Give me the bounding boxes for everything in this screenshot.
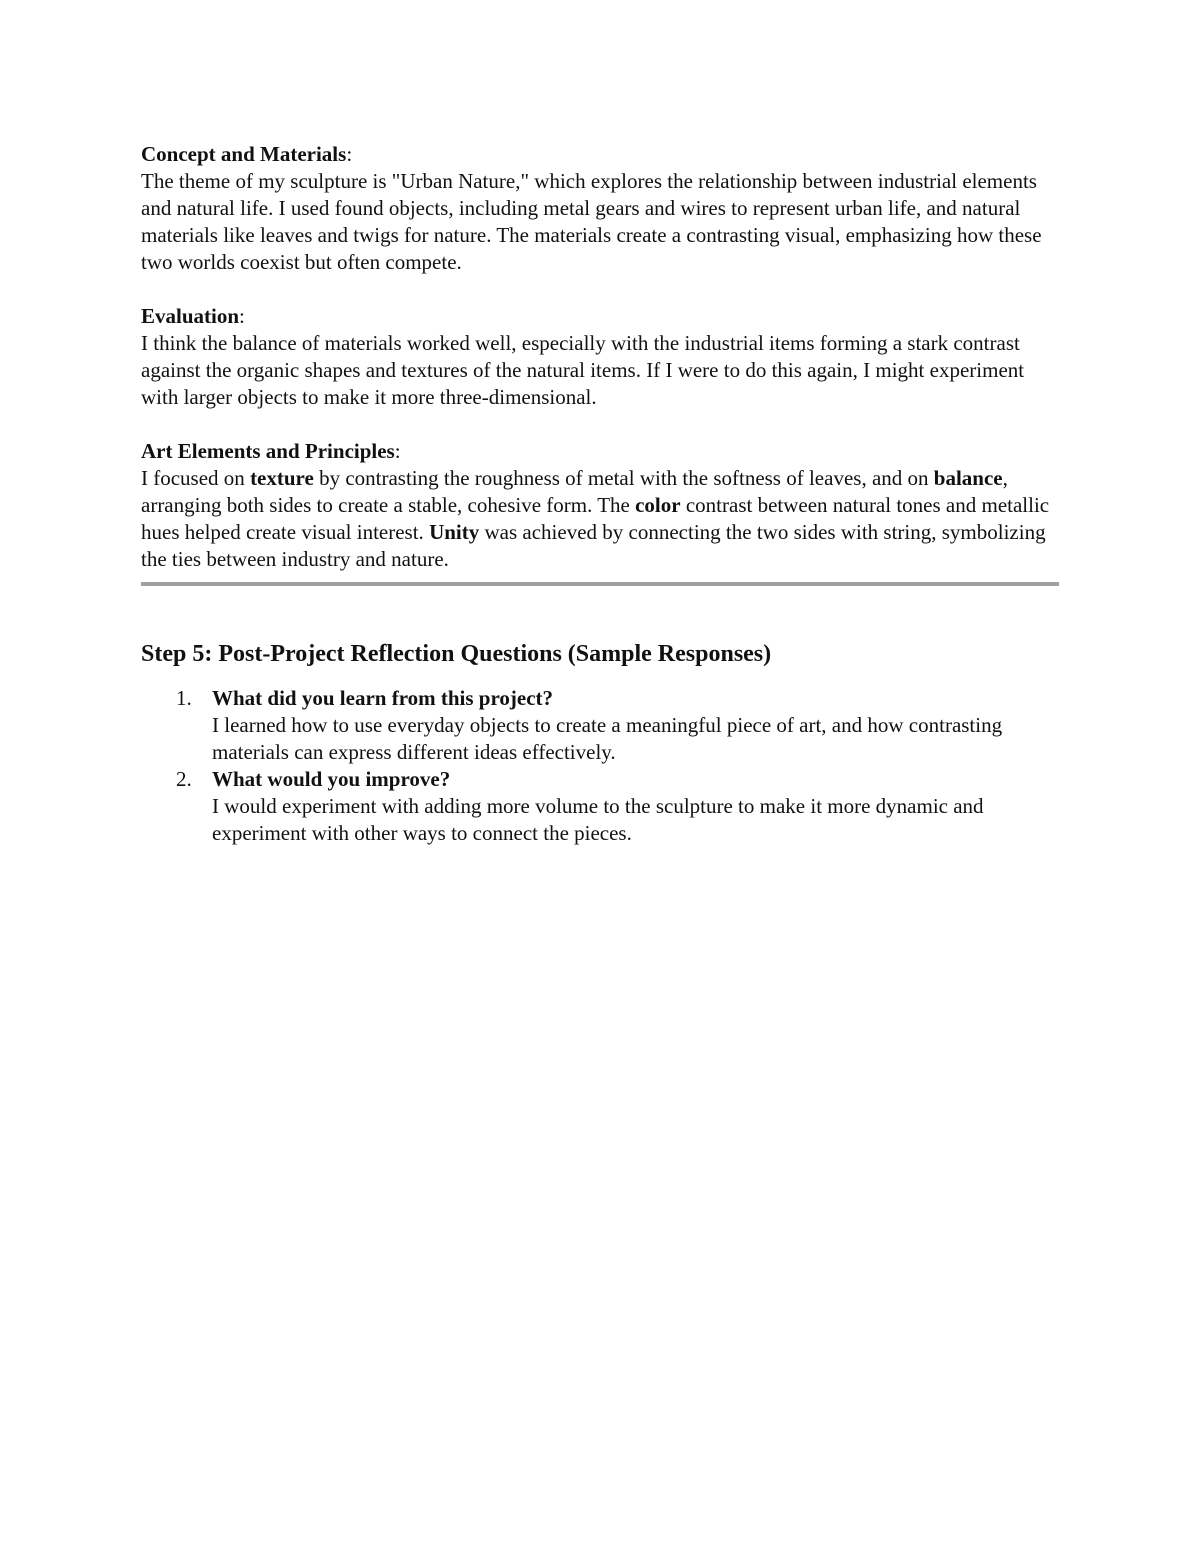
section-heading-line bbox=[141, 141, 1059, 168]
heading-colon: : bbox=[394, 439, 401, 463]
list-item-number: 2. bbox=[176, 767, 192, 791]
body-text: , arranging both sides to create a stable, cohesive form. The bbox=[141, 466, 1008, 517]
document-page bbox=[141, 141, 1059, 847]
body-text: was achieved by connecting the two sides with string, symbolizing the ties between industry and nature. bbox=[141, 520, 1046, 571]
step5-title: Step 5: Post-Project Reflection Questions (Sample Responses) bbox=[141, 641, 772, 667]
list-item bbox=[176, 685, 1059, 766]
horizontal-rule bbox=[141, 582, 1059, 586]
section-body: The theme of my sculpture is "Urban Nature," which explores the relationship between industrial elements and natural life. I used found objects, including metal gears and wires to represent urban life, and natural materials like leaves and twigs for nature. The materials create a contrasting visual, emphasizing how these two worlds coexist but often compete. bbox=[141, 169, 1042, 274]
section-heading: Evaluation bbox=[141, 304, 240, 328]
heading-colon: : bbox=[239, 304, 245, 328]
list-item-number: 1. bbox=[176, 686, 192, 710]
section-art-elements-and-principles bbox=[141, 438, 1059, 573]
section-heading-line bbox=[141, 303, 1059, 330]
answer-text: I learned how to use everyday objects to create a meaningful piece of art, and how contrasting materials can express different ideas effectively. bbox=[212, 713, 1003, 764]
section-heading: Art Elements and Principles bbox=[141, 439, 395, 463]
term-color: color bbox=[635, 493, 681, 517]
answer-text: I would experiment with adding more volume to the sculpture to make it more dynamic and experiment with other ways to connect the pieces. bbox=[212, 794, 984, 845]
section-body bbox=[141, 465, 1059, 573]
section-body: I think the balance of materials worked well, especially with the industrial items forming a stark contrast against the organic shapes and textures of the natural items. If I were to do this again, I might experiment with larger objects to make it more three-dimensional. bbox=[141, 331, 1025, 409]
body-text: by contrasting the roughness of metal with the softness of leaves, and on bbox=[313, 466, 934, 490]
body-text: I focused on bbox=[141, 466, 251, 490]
term-balance: balance bbox=[933, 466, 1003, 490]
list-item bbox=[176, 766, 1059, 847]
reflection-questions-list bbox=[141, 685, 1059, 847]
section-concept-and-materials bbox=[141, 141, 1059, 276]
section-heading: Concept and Materials bbox=[141, 142, 347, 166]
question-text: What did you learn from this project? bbox=[212, 686, 554, 710]
section-heading-line bbox=[141, 438, 1059, 465]
body-text: contrast between natural tones and metallic hues helped create visual interest. bbox=[141, 493, 1050, 544]
term-unity: Unity bbox=[429, 520, 480, 544]
section-evaluation bbox=[141, 303, 1059, 411]
question-text: What would you improve? bbox=[212, 767, 451, 791]
heading-colon: : bbox=[346, 142, 353, 166]
term-texture: texture bbox=[250, 466, 314, 490]
